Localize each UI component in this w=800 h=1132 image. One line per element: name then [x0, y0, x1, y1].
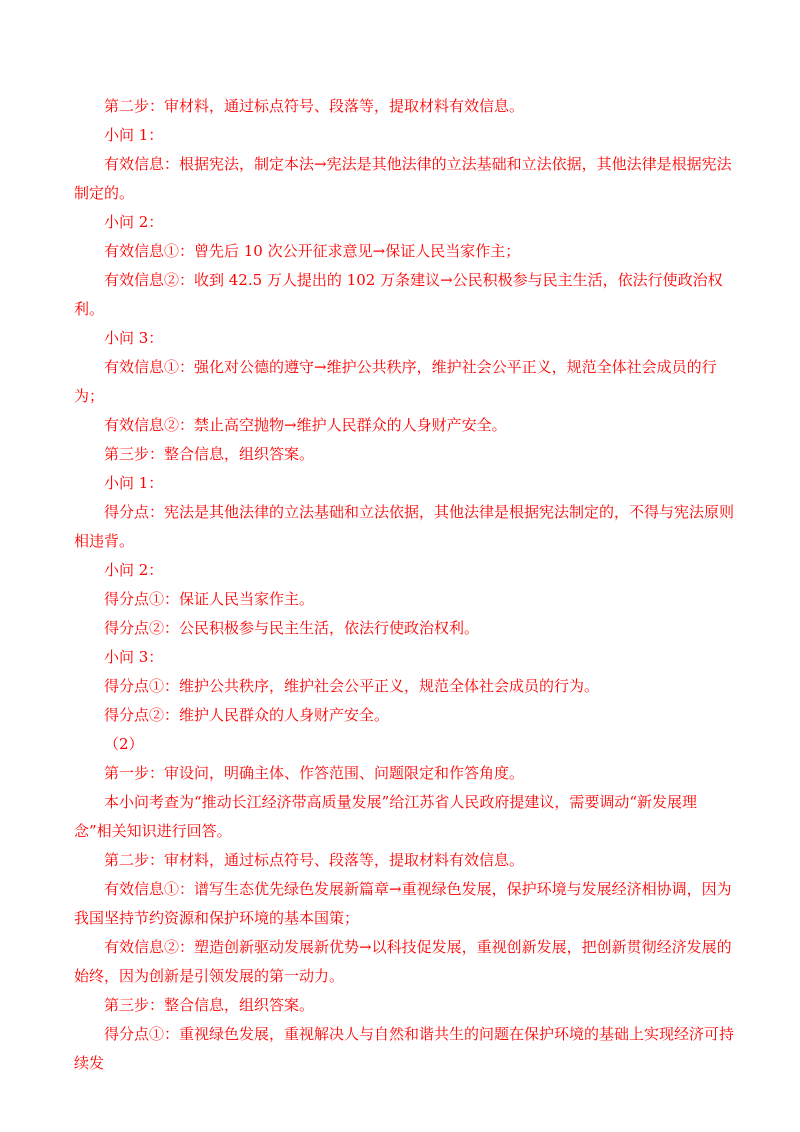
- sub-question-label: 小问 2：: [104, 561, 164, 579]
- question-analysis-paragraph: 本小问考查为“推动长江经济带高质量发展”给江苏省人民政府提建议，需要调动“新发展理念”相关知识进行回答。: [74, 793, 698, 840]
- sub-question-label: 小问 3：: [104, 329, 164, 347]
- document-body: [74, 92, 734, 1078]
- question-number: （2）: [104, 735, 144, 753]
- info-paragraph: 有效信息②：禁止高空抛物→维护人民群众的人身财产安全。: [104, 416, 507, 434]
- info-paragraph: 有效信息：根据宪法，制定本法→宪法是其他法律的立法基础和立法依据，其他法律是根据宪法制定的。: [74, 155, 732, 202]
- info-paragraph: 有效信息①：谱写生态优先绿色发展新篇章→重视绿色发展，保护环境与发展经济相协调，因为我国坚持节约资源和保护环境的基本国策；: [74, 880, 732, 927]
- score-point-paragraph: 得分点①：重视绿色发展，重视解决人与自然和谐共生的问题在保护环境的基础上实现经济可持续发: [74, 1025, 735, 1072]
- score-point-paragraph: 得分点②：公民积极参与民主生活，依法行使政治权利。: [104, 619, 480, 637]
- sub-question-label: 小问 1：: [104, 126, 164, 144]
- score-point-paragraph: 得分点②：维护人民群众的人身财产安全。: [104, 706, 390, 724]
- step-heading: 第二步：审材料，通过标点符号、段落等，提取材料有效信息。: [104, 97, 525, 115]
- score-point-paragraph: 得分点：宪法是其他法律的立法基础和立法依据，其他法律是根据宪法制定的，不得与宪法原则相违背。: [74, 503, 735, 550]
- sub-question-label: 小问 2：: [104, 213, 164, 231]
- score-point-paragraph: 得分点①：保证人民当家作主。: [104, 590, 315, 608]
- score-point-paragraph: 得分点①：维护公共秩序，维护社会公平正义，规范全体社会成员的行为。: [104, 677, 600, 695]
- info-paragraph: 有效信息②：塑造创新驱动发展新优势→以科技促发展，重视创新发展，把创新贯彻经济发展的始终，因为创新是引领发展的第一动力。: [74, 938, 732, 985]
- info-paragraph: 有效信息②：收到 42.5 万人提出的 102 万条建议→公民积极参与民主生活，依法行使政治权利。: [74, 271, 723, 318]
- info-paragraph: 有效信息①：曾先后 10 次公开征求意见→保证人民当家作主；: [104, 242, 521, 260]
- step-heading: 第三步：整合信息，组织答案。: [104, 996, 315, 1014]
- sub-question-label: 小问 3：: [104, 648, 164, 666]
- step-heading: 第三步：整合信息，组织答案。: [104, 445, 315, 463]
- info-paragraph: 有效信息①：强化对公德的遵守→维护公共秩序，维护社会公平正义，规范全体社会成员的行为；: [74, 358, 717, 405]
- step-heading: 第一步：审设问，明确主体、作答范围、问题限定和作答角度。: [104, 764, 525, 782]
- step-heading: 第二步：审材料，通过标点符号、段落等，提取材料有效信息。: [104, 851, 525, 869]
- sub-question-label: 小问 1：: [104, 474, 164, 492]
